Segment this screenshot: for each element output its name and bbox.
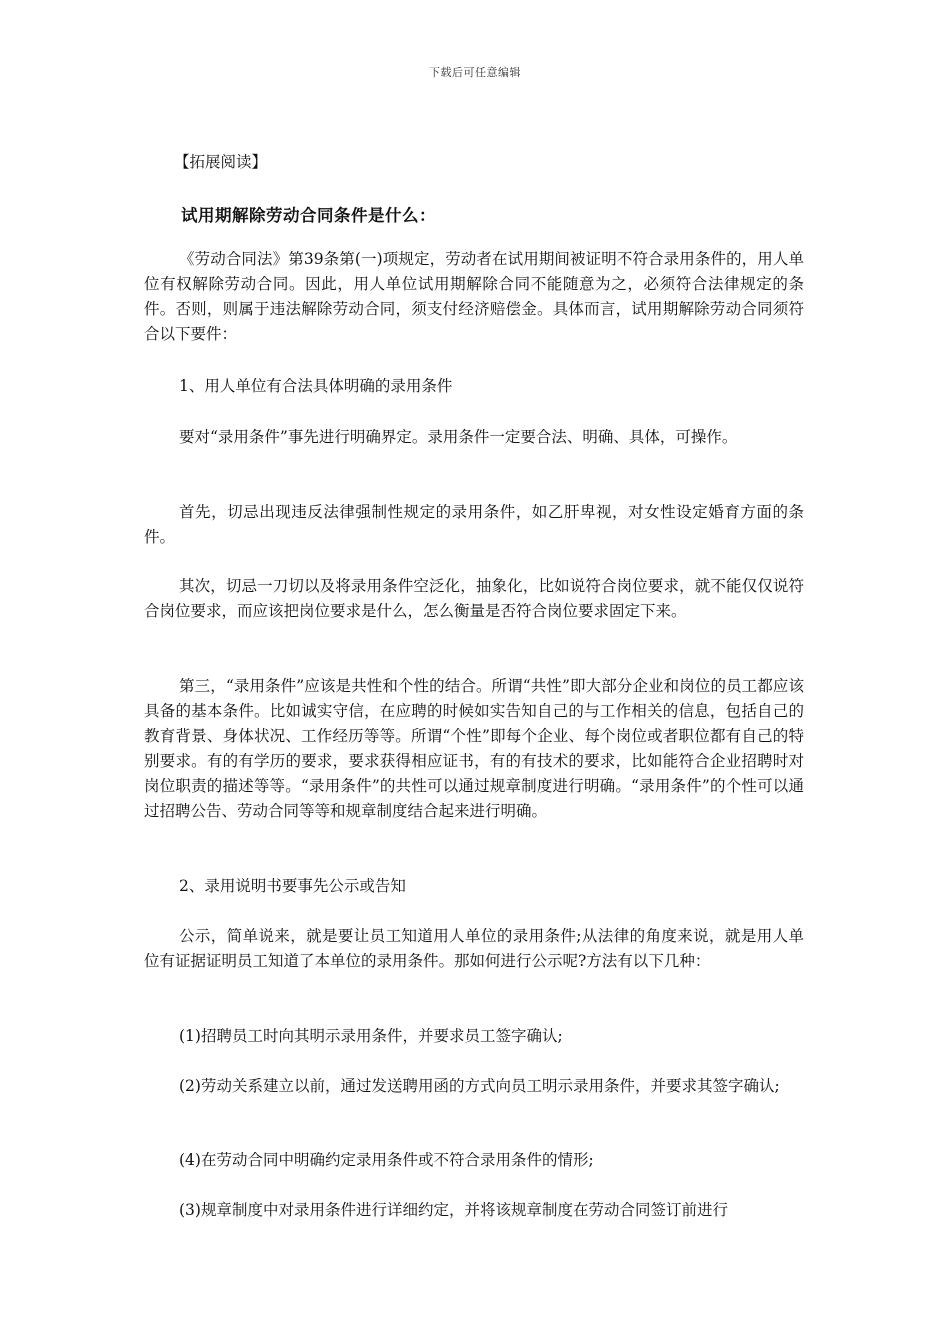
paragraph-intro: 《劳动合同法》第39条第(一)项规定，劳动者在试用期间被证明不符合录用条件的，用人单位有权解除劳动合同。因此，用人单位试用期解除合同不能随意为之，必须符合法律规定的条件。否则，则属于违法解除劳动合同，须支付经济赔偿金。具体而言，试用期解除劳动合同须符合以下要件： [144,250,804,343]
paragraph-define-conditions: 要对“录用条件”事先进行明确界定。录用条件一定要合法、明确、具体，可操作。 [179,428,738,446]
page-header-note: 下载后可任意编辑 [429,66,521,79]
article-title: 试用期解除劳动合同条件是什么： [181,206,436,225]
section-heading-1: 1、用人单位有合法具体明确的录用条件 [179,377,453,395]
paragraph-second: 其次，切忌一刀切以及将录用条件空泛化，抽象化，比如说符合岗位要求，就不能仅仅说符合岗位要求，而应该把岗位要求是什么，怎么衡量是否符合岗位要求固定下来。 [144,577,804,620]
list-item-3: (3)规章制度中对录用条件进行详细约定，并将该规章制度在劳动合同签订前进行 [179,1201,728,1219]
paragraph-first: 首先，切忌出现违反法律强制性规定的录用条件，如乙肝卑视，对女性设定婚育方面的条件。 [144,503,804,546]
list-item-2: (2)劳动关系建立以前，通过发送聘用函的方式向员工明示录用条件，并要求其签字确认; [179,1077,780,1095]
extended-reading-label: 【拓展阅读】 [174,153,268,171]
list-item-1: (1)招聘员工时向其明示录用条件，并要求员工签字确认; [179,1027,563,1045]
list-item-4: (4)在劳动合同中明确约定录用条件或不符合录用条件的情形; [179,1151,594,1169]
section-heading-2: 2、录用说明书要事先公示或告知 [179,877,406,895]
paragraph-third: 第三，“录用条件”应该是共性和个性的结合。所谓“共性”即大部分企业和岗位的员工都应该具备的基本条件。比如诚实守信，在应聘的时候如实告知自己的与工作相关的信息，包括自己的教育背景、身体状况、工作经历等等。所谓“个性”即每个企业、每个岗位或者职位都有自己的特别要求。有的有学历的要求，要求获得相应证书，有的有技术的要求，比如能符合企业招聘时对岗位职责的描述等等。“录用条件”的共性可以通过规章制度进行明确。“录用条件”的个性可以通过招聘公告、劳动合同等等和规章制度结合起来进行明确。 [144,677,804,820]
paragraph-publicity: 公示，简单说来，就是要让员工知道用人单位的录用条件;从法律的角度来说，就是用人单位有证据证明员工知道了本单位的录用条件。那如何进行公示呢?方法有以下几种： [144,927,804,970]
